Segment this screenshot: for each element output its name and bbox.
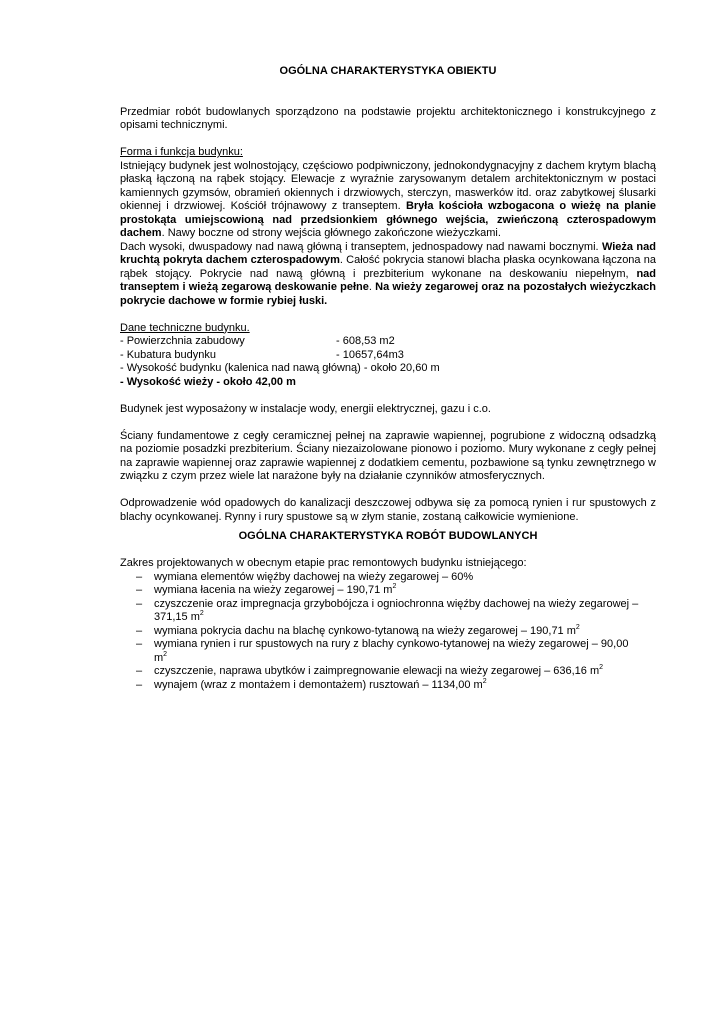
forma-text: Istniejący budynek jest wolnostojący, częściowo podpiwniczony, jednokondygnacyjny z dachem krytym blachą płaską łączoną na rąbek stojący. Elewacje z wyraźnie zarysowanym detalem architektonicznym w postaci kamiennych gzymsów, obramień okiennych i drzwiowych, sterczyn, maswerków itd. oraz zabytkowej ślusarki okiennej i drzwiowej. Kościół trójnawowy z transeptem. xyxy=(120,159,656,212)
works-list-item xyxy=(120,638,656,665)
forma-text: . xyxy=(368,281,376,293)
superscript: 2 xyxy=(575,623,580,631)
works-item-text: wymiana pokrycia dachu na blachę cynkowo-tytanową na wieży zegarowej – 190,71 m xyxy=(154,624,576,637)
sciany-paragraph: Ściany fundamentowe z cegły ceramicznej pełnej na zaprawie wapiennej, pogrubione z widoczną odsadzką na poziomie posadzki prezbiterium. Ściany niezaizolowane pionowo i poziomo. Mury wykonane z cegły pełnej na zaprawie wapiennej oraz zaprawie wapiennej z dodatkiem cementu, pozbawione są tynku zewnętrznego w związku z czym przez wiele lat narażone były na działanie czynników atmosferycznych. xyxy=(120,429,656,482)
dane-row xyxy=(120,335,656,349)
works-item-text: czyszczenie, naprawa ubytków i zaimpregnowanie elewacji na wieży zegarowej – 636,16 m xyxy=(154,665,600,677)
forma-paragraph-1 xyxy=(120,160,656,241)
list-dash: – xyxy=(136,678,143,691)
works-item-text: wymiana łacenia na wieży zegarowej – 190,71 m xyxy=(154,584,393,596)
superscript: 2 xyxy=(163,650,168,658)
works-list-item xyxy=(120,584,656,598)
superscript: 2 xyxy=(482,677,487,685)
zakres-intro: Zakres projektowanych w obecnym etapie prac remontowych budynku istniejącego: xyxy=(120,557,527,569)
forma-text: . Nawy boczne od strony wejścia głównego zakończone wieżyczkami. xyxy=(161,227,501,239)
forma-text: Dach wysoki, dwuspadowy nad nawą główną i transeptem, jednospadowy nad nawami bocznymi. xyxy=(120,240,602,253)
dane-heading: Dane techniczne budynku. xyxy=(120,321,250,334)
dane-row xyxy=(120,349,656,363)
forma-bold-text: Wieża nad kruchtą pokryta dachem czterospadowym xyxy=(120,240,656,266)
works-list-item xyxy=(120,571,656,585)
instalacje-paragraph: Budynek jest wyposażony w instalacje wody, energii elektrycznej, gazu i c.o. xyxy=(120,402,491,415)
works-item-text: czyszczenie oraz impregnacja grzybobójcza i ogniochronna więźby dachowej na wieży zegarowej – 371,15 m xyxy=(154,597,639,623)
forma-text: . Całość pokrycia stanowi blacha płaska ocynkowana łączona na rąbek stojący. Pokrycie nad nawą główną i prezbiterium wykonane na deskowaniu niepełnym, xyxy=(120,254,656,280)
works-list-item xyxy=(120,665,656,679)
list-dash: – xyxy=(136,665,143,677)
works-item-text: wymiana elementów więźby dachowej na wieży zegarowej – 60% xyxy=(154,570,474,583)
works-item-text: wynajem (wraz z montażem i demontażem) rusztowań – 1134,00 m xyxy=(154,678,483,691)
section-title-roboty: OGÓLNA CHARAKTERYSTYKA ROBÓT BUDOWLANYCH xyxy=(238,530,538,542)
list-dash: – xyxy=(136,638,143,650)
forma-heading: Forma i funkcja budynku: xyxy=(120,146,243,158)
works-item-text: wymiana rynien i rur spustowych na rury z blachy cynkowo-tytanowej na wieży zegarowej – 90,00 m xyxy=(154,638,629,664)
works-list-item xyxy=(120,598,656,625)
dane-label: - Powierzchnia zabudowy xyxy=(120,335,245,347)
superscript: 2 xyxy=(392,583,397,590)
dane-wysokosc-budynku: - Wysokość budynku (kalenica nad nawą główną) - około 20,60 m xyxy=(120,362,440,374)
superscript: 2 xyxy=(199,610,204,617)
odprowadzenie-paragraph: Odprowadzenie wód opadowych do kanalizacji deszczowej odbywa się za pomocą rynien i rur spustowych z blachy ocynkowanej. Rynny i rury spustowe są w złym stanie, zostaną całkowicie wymienione. xyxy=(120,497,656,523)
forma-paragraph-2 xyxy=(120,241,656,309)
dane-wysokosc-wiezy xyxy=(120,376,656,390)
dane-value: - 608,53 m2 xyxy=(336,335,395,347)
list-dash: – xyxy=(136,570,143,583)
intro-paragraph: Przedmiar robót budowlanych sporządzono na podstawie projektu architektonicznego i konstrukcyjnego z opisami technicznymi. xyxy=(120,105,656,131)
works-list xyxy=(120,571,656,693)
document-content xyxy=(120,65,656,692)
dane-value: - 10657,64m3 xyxy=(336,348,404,361)
list-dash: – xyxy=(136,624,143,637)
works-list-item xyxy=(120,679,656,693)
list-dash: – xyxy=(136,584,143,596)
works-list-item xyxy=(120,625,656,639)
superscript: 2 xyxy=(599,664,604,671)
forma-bold-text: Na wieży zegarowej oraz na pozostałych wieżyczkach pokrycie dachowe w formie rybiej łuski. xyxy=(120,281,656,307)
forma-bold-text: nad transeptem i wieżą zegarową deskowanie pełne xyxy=(120,267,656,293)
dane-wysokosc-wiezy-text: - Wysokość wieży - około 42,00 m xyxy=(120,375,296,388)
section-title-obiekt: OGÓLNA CHARAKTERYSTYKA OBIEKTU xyxy=(279,65,497,77)
forma-bold-text: Bryła kościoła wzbogacona o wieżę na planie prostokąta umiejscowioną nad przedsionkiem głównego wejścia, zwieńczoną czterospadowym dachem xyxy=(120,200,656,239)
dane-label: - Kubatura budynku xyxy=(120,348,217,361)
list-dash: – xyxy=(136,597,143,610)
